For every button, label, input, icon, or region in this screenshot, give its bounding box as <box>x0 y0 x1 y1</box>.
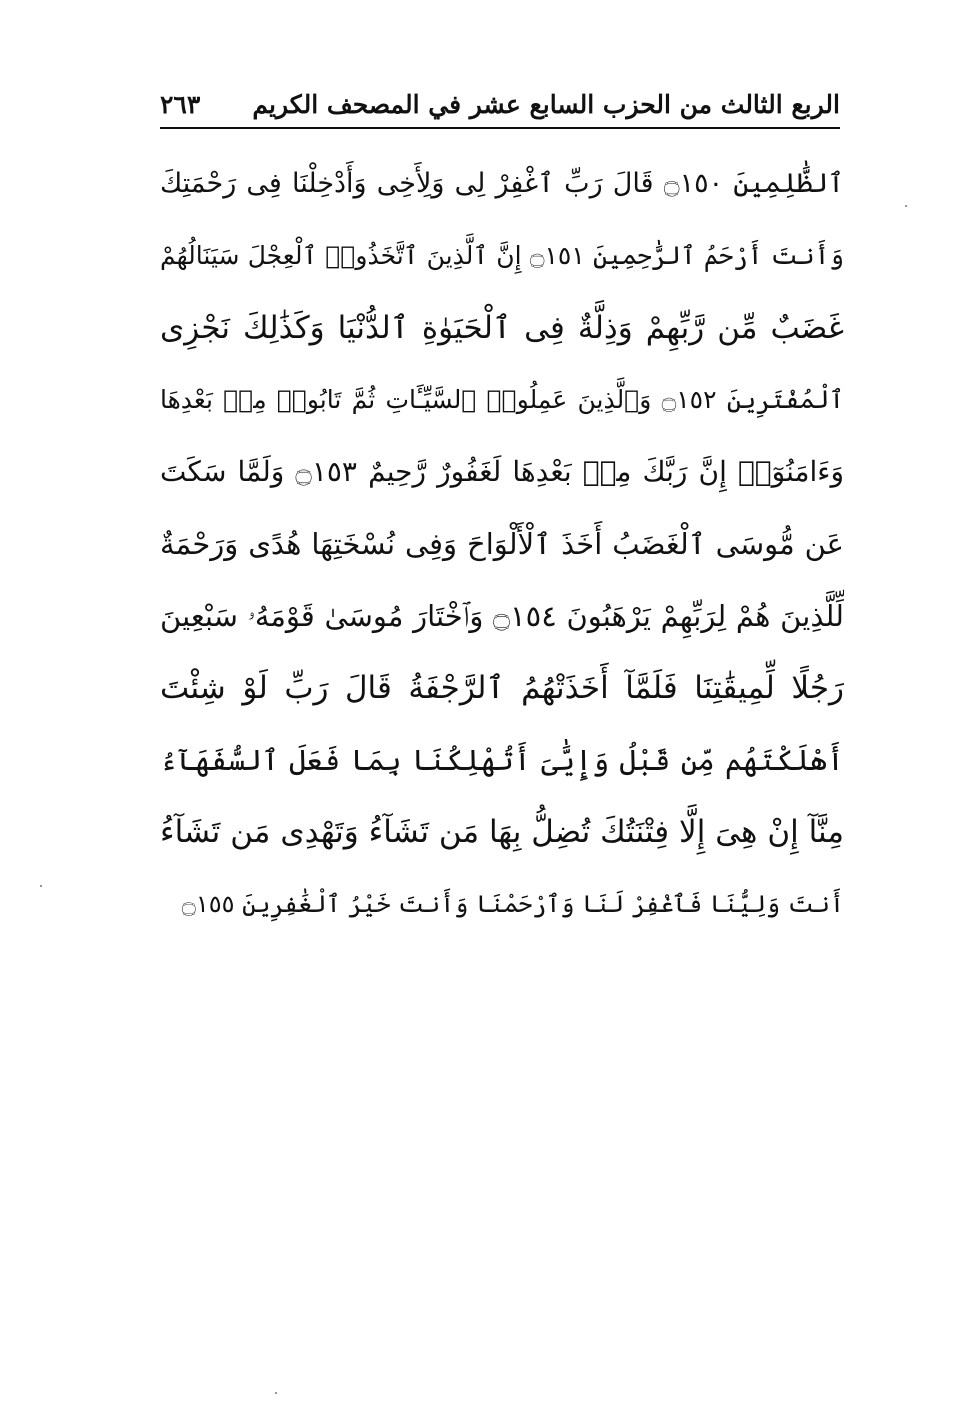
header-divider <box>160 127 840 129</box>
verse-line-3: غَضَبٌ مِّن رَّبِّهِمْ وَذِلَّةٌ فِى ٱلْحَيَوٰةِ ٱلدُّنْيَا وَكَذَٰلِكَ نَجْزِى <box>160 310 844 346</box>
verse-line-2: وَأَنتَ أَرْحَمُ ٱلرَّٰحِمِينَ ۝١٥١ إِنَّ ٱلَّذِينَ ٱتَّخَذُوا۟ ٱلْعِجْلَ سَيَنَالُهُمْ <box>160 241 844 270</box>
verse-line-10: مِنَّآ إِنْ هِىَ إِلَّا فِتْنَتُكَ تُضِلُّ بِهَا مَن تَشَآءُ وَتَهْدِى مَن تَشَآءُ <box>160 814 844 850</box>
page-header <box>160 88 840 128</box>
verse-line-11: أَنتَ وَلِيُّنَا فَٱغْفِرْ لَنَا وَٱرْحَمْنَا وَأَنتَ خَيْرُ ٱلْغَٰفِرِينَ ۝١٥٥ <box>181 890 844 918</box>
verse-line-5: وَءَامَنُوٓا۟ إِنَّ رَبَّكَ مِنۢ بَعْدِهَا لَغَفُورٌ رَّحِيمٌ ۝١٥٣ وَلَمَّا سَكَتَ <box>160 455 844 488</box>
verse-line-9: أَهْلَكْتَهُم مِّن قَبْلُ وَإِيَّٰىَ أَتُهْلِكُنَا بِمَا فَعَلَ ٱلسُّفَهَآءُ <box>160 743 844 777</box>
scan-speck <box>40 885 42 887</box>
scan-speck <box>275 1392 277 1394</box>
verse-block <box>160 148 844 940</box>
verse-line-8: رَجُلًا لِّمِيقَٰتِنَا فَلَمَّآ أَخَذَتْهُمُ ٱلرَّجْفَةُ قَالَ رَبِّ لَوْ شِئْتَ <box>160 670 844 706</box>
verse-line-1: ٱلظَّٰلِمِينَ ۝١٥٠ قَالَ رَبِّ ٱغْفِرْ لِى وَلِأَخِى وَأَدْخِلْنَا فِى رَحْمَتِكَ <box>160 168 844 199</box>
verse-line-6: عَن مُّوسَى ٱلْغَضَبُ أَخَذَ ٱلْأَلْوَاحَ وَفِى نُسْخَتِهَا هُدًى وَرَحْمَةٌ <box>160 527 844 561</box>
verse-line-4: ٱلْمُفْتَرِينَ ۝١٥٢ وَٱلَّذِينَ عَمِلُوا۟ ٱلسَّيِّـَٔاتِ ثُمَّ تَابُوا۟ مِنۢ بَعْدِهَا <box>160 385 844 414</box>
verse-line-7: لِّلَّذِينَ هُمْ لِرَبِّهِمْ يَرْهَبُونَ ۝١٥٤ وَٱخْتَارَ مُوسَىٰ قَوْمَهُۥ سَبْعِينَ <box>160 599 844 633</box>
header-title: الربع الثالث من الحزب السابع عشر في المصحف الكريم <box>252 90 840 119</box>
scan-speck <box>905 205 907 207</box>
page-number: ٢٦٣ <box>160 90 201 119</box>
